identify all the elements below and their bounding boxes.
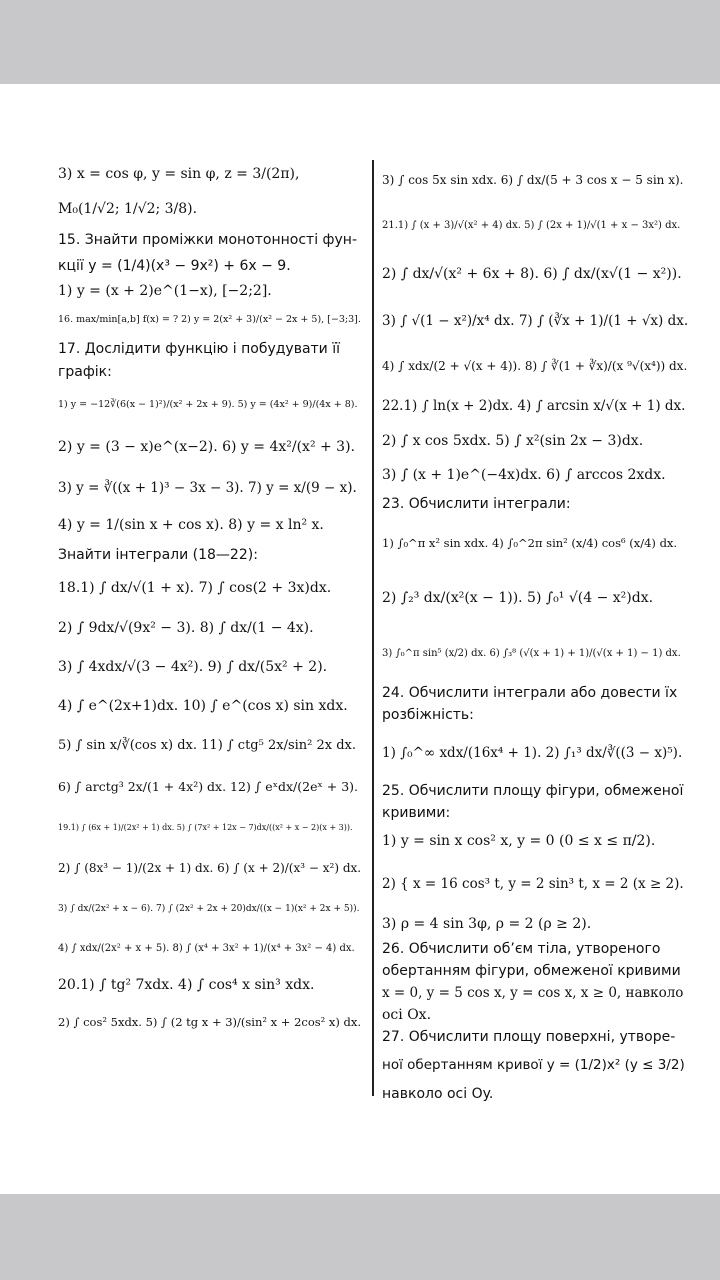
right-column-line: 25. Обчислити площу фігури, обмеженої — [382, 783, 684, 799]
top-gray-band — [0, 0, 720, 84]
left-column-line: 2) y = (3 − x)e^(x−2). 6) y = 4x²/(x² + 3). — [58, 439, 356, 455]
left-column-line: 3) x = cos φ, y = sin φ, z = 3/(2π), — [58, 166, 300, 182]
right-column-line: 4) ∫ xdx/(2 + √(x + 4)). 8) ∫ ∛(1 + ∛x)/(x ⁹√(x⁴)) dx. — [382, 359, 688, 373]
right-column-line: 1) y = sin x cos² x, y = 0 (0 ≤ x ≤ π/2). — [382, 833, 656, 849]
left-column-line: 16. max/min[a,b] f(x) = ? 2) y = 2(x² + 3)/(x² − 2x + 5), [−3;3]. — [58, 314, 361, 325]
left-column-line: кції y = (1/4)(x³ − 9x²) + 6x − 9. — [58, 258, 291, 274]
left-column-line: графік: — [58, 364, 112, 380]
left-column-line: 1) y = −12∛(6(x − 1)²)/(x² + 2x + 9). 5) y = (4x² + 9)/(4x + 8). — [58, 399, 358, 410]
right-column-line: 2) ∫ x cos 5xdx. 5) ∫ x²(sin 2x − 3)dx. — [382, 433, 644, 449]
left-column-line: 3) ∫ 4xdx/√(3 − 4x²). 9) ∫ dx/(5x² + 2). — [58, 659, 328, 675]
left-column-line: 15. Знайти проміжки монотонності фун- — [58, 232, 357, 248]
right-column-line: 26. Обчислити об’єм тіла, утвореного — [382, 941, 661, 957]
left-column-line: 3) y = ∛((x + 1)³ − 3x − 3). 7) y = x/(9 − x). — [58, 480, 357, 496]
right-column-line: 3) ∫ (x + 1)e^(−4x)dx. 6) ∫ arccos 2xdx. — [382, 467, 666, 483]
right-column-line: 1) ∫₀^∞ xdx/(16x⁴ + 1). 2) ∫₁³ dx/∛((3 − x)⁵). — [382, 745, 683, 761]
right-column-line: навколо осі Oy. — [382, 1086, 494, 1102]
right-column-line: 3) ∫ √(1 − x²)/x⁴ dx. 7) ∫ (∛x + 1)/(1 + √x) dx. — [382, 313, 688, 329]
right-column-line: 2) ∫₂³ dx/(x²(x − 1)). 5) ∫₀¹ √(4 − x²)dx. — [382, 590, 654, 606]
left-column-line: 6) ∫ arctg³ 2x/(1 + 4x²) dx. 12) ∫ eˣdx/(2eˣ + 3). — [58, 779, 358, 794]
left-column-line: 1) y = (x + 2)e^(1−x), [−2;2]. — [58, 283, 272, 299]
left-column-line: Знайти інтеграли (18—22): — [58, 547, 258, 563]
right-column-line: осі Ox. — [382, 1007, 432, 1023]
left-column-line: 2) ∫ (8x³ − 1)/(2x + 1) dx. 6) ∫ (x + 2)/(x³ − x²) dx. — [58, 861, 362, 875]
right-column-line: ної обертанням кривої y = (1/2)x² (y ≤ 3/2) — [382, 1057, 685, 1073]
right-column-line: кривими: — [382, 805, 451, 821]
right-column-line: 1) ∫₀^π x² sin xdx. 4) ∫₀^2π sin² (x/4) cos⁶ (x/4) dx. — [382, 536, 678, 550]
right-column-line: розбіжність: — [382, 707, 474, 723]
right-column-line: 27. Обчислити площу поверхні, утворе- — [382, 1029, 676, 1045]
right-column-line: 22.1) ∫ ln(x + 2)dx. 4) ∫ arcsin x/√(x + 1) dx. — [382, 398, 686, 414]
left-column-line: 19.1) ∫ (6x + 1)/(2x² + 1) dx. 5) ∫ (7x² + 12x − 7)dx/((x² + x − 2)(x + 3)). — [58, 823, 353, 832]
right-column-line: 24. Обчислити інтеграли або довести їх — [382, 685, 678, 701]
right-column-line: 2) ∫ dx/√(x² + 6x + 8). 6) ∫ dx/(x√(1 − x²)). — [382, 266, 682, 282]
right-column-line: 3) ρ = 4 sin 3φ, ρ = 2 (ρ ≥ 2). — [382, 916, 592, 932]
left-column — [58, 158, 366, 1042]
right-column-line: 21.1) ∫ (x + 3)/√(x² + 4) dx. 5) ∫ (2x + 1)/√(1 + x − 3x²) dx. — [382, 220, 681, 231]
right-column-line: обертанням фігури, обмеженої кривими — [382, 963, 681, 979]
left-column-line: 2) ∫ 9dx/√(9x² − 3). 8) ∫ dx/(1 − 4x). — [58, 620, 314, 636]
right-column-line: 3) ∫ cos 5x sin xdx. 6) ∫ dx/(5 + 3 cos x − 5 sin x). — [382, 173, 684, 187]
right-column-line: 23. Обчислити інтеграли: — [382, 496, 571, 512]
bottom-gray-band — [0, 1194, 720, 1280]
right-column-line: 3) ∫₀^π sin⁵ (x/2) dx. 6) ∫₃⁸ (√(x + 1) + 1)/(√(x + 1) − 1) dx. — [382, 648, 681, 659]
left-column-line: 18.1) ∫ dx/√(1 + x). 7) ∫ cos(2 + 3x)dx. — [58, 580, 332, 596]
left-column-line: 20.1) ∫ tg² 7xdx. 4) ∫ cos⁴ x sin³ xdx. — [58, 977, 315, 993]
left-column-line: 17. Дослідити функцію і побудувати її — [58, 341, 341, 357]
left-column-line: 2) ∫ cos² 5xdx. 5) ∫ (2 tg x + 3)/(sin² x + 2cos² x) dx. — [58, 1015, 362, 1029]
right-column-line: x = 0, y = 5 cos x, y = cos x, x ≥ 0, навколо — [382, 985, 684, 1001]
left-column-line: 4) ∫ e^(2x+1)dx. 10) ∫ e^(cos x) sin xdx. — [58, 698, 348, 714]
left-column-line: 5) ∫ sin x/∛(cos x) dx. 11) ∫ ctg⁵ 2x/sin² 2x dx. — [58, 738, 357, 753]
left-column-line: M₀(1/√2; 1/√2; 3/8). — [58, 201, 198, 217]
column-divider — [372, 160, 374, 1096]
left-column-line: 3) ∫ dx/(2x² + x − 6). 7) ∫ (2x² + 2x + 20)dx/((x − 1)(x² + 2x + 5)). — [58, 904, 360, 914]
left-column-line: 4) y = 1/(sin x + cos x). 8) y = x ln² x. — [58, 517, 324, 533]
right-column-line: 2) { x = 16 cos³ t, y = 2 sin³ t, x = 2 (x ≥ 2). — [382, 876, 684, 892]
left-column-line: 4) ∫ xdx/(2x² + x + 5). 8) ∫ (x⁴ + 3x² + 1)/(x⁴ + 3x² − 4) dx. — [58, 943, 355, 954]
right-column — [382, 158, 688, 1106]
